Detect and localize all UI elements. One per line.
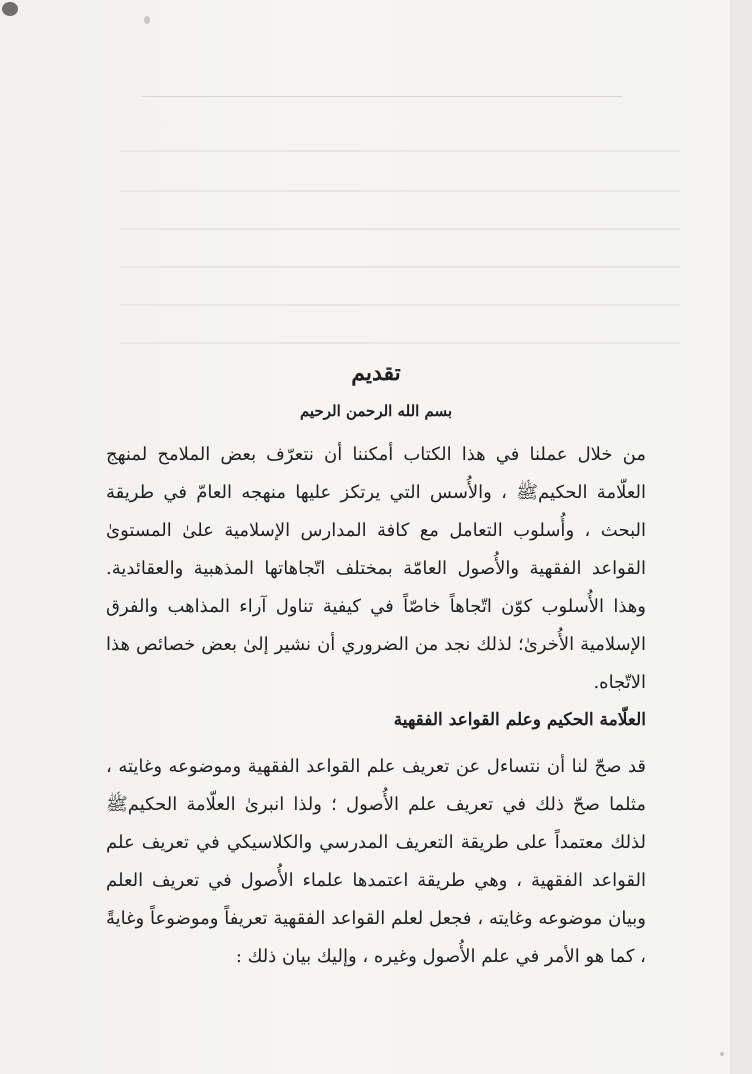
intro-paragraph: من خلال عملنا في هذا الكتاب أمكننا أن نتعرّف بعض الملامح لمنهج العلّامة الحكيمﷺ ، والأُسس التي يرتكز عليها منهجه العامّ في طريقة البحث ، وأُسلوب التعامل مع كافة المدارس الإسلامية علىٰ المستوىٰ القواعد الفقهية والأُصول العامّة بمختلف اتّجاهاتها المذهبية والعقائدية. وهذا الأُسلوب كوّن اتّجاهاً خاصّاً في كيفية تناول آراء المذاهب والفرق الإسلامية الأُخرىٰ؛ لذلك نجد من الضروري أن نشير إلىٰ بعض خصائص هذا الاتّجاه.	[106, 444, 646, 693]
body-paragraph: قد صحّ لنا أن نتساءل عن تعريف علم القواعد الفقهية وموضوعه وغايته ، مثلما صحّ ذلك في تعريف علم الأُصول ؛ ولذا انبرىٰ العلّامة الحكيمﷺ لذلك معتمداً على طريقة التعريف المدرسي والكلاسيكي في تعريف علم القواعد الفقهية ، وهي طريقة اعتمدها علماء الأُصول في تعريف العلم وبيان موضوعه وغايته ، فجعل لعلم القواعد الفقهية تعريفاً وموضوعاً وغايةً ، كما هو الأمر في علم الأُصول وغيره ، وإليك بيان ذلك :	[106, 756, 646, 967]
basmala: بسم الله الرحمن الرحيم	[299, 402, 453, 420]
scan-artifact	[144, 16, 150, 24]
bleed-through-line	[120, 266, 680, 268]
bleed-through-line	[120, 150, 680, 152]
subsection-heading: العلّامة الحكيم وعلم القواعد الفقهية	[393, 710, 646, 730]
section-title: تقديم	[351, 360, 401, 386]
bleed-through-line	[120, 342, 680, 344]
scan-artifact	[2, 2, 18, 16]
page-edge-shadow	[730, 0, 752, 1074]
scan-artifact	[720, 1052, 724, 1056]
header-rule	[142, 96, 622, 97]
bleed-through-line	[120, 304, 680, 306]
bleed-through-line	[120, 228, 680, 230]
bleed-through-line	[120, 190, 680, 192]
